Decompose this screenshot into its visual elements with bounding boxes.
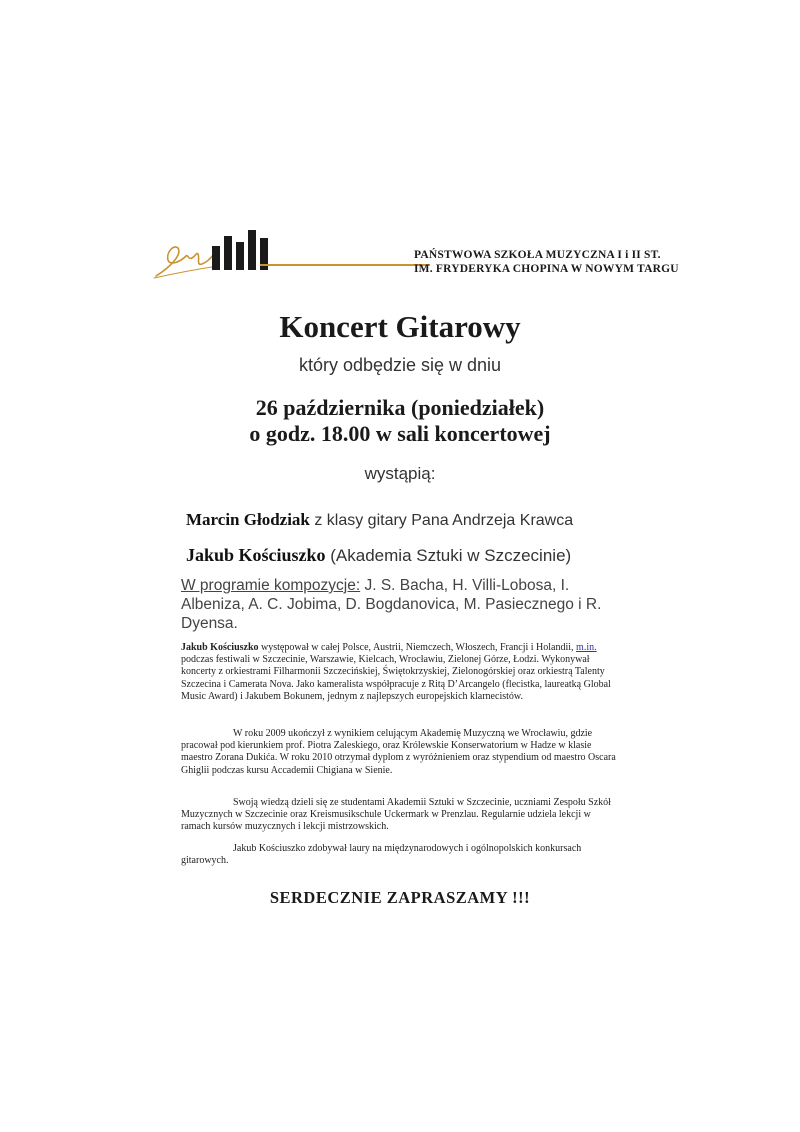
bio-name: Jakub Kościuszko: [181, 642, 259, 653]
bio-p4-text: Jakub Kościuszko zdobywał laury na międzynarodowych i ogólnopolskich konkursach gitarowych.: [181, 843, 582, 867]
performer-2-name: Jakub Kościuszko: [186, 545, 326, 565]
program-composers: [181, 576, 621, 633]
bio-paragraph-4: [181, 843, 621, 867]
bio-p2-text: W roku 2009 ukończył z wynikiem celującym Akademię Muzyczną we Wrocławiu, gdzie pracował pod kierunkiem prof. Piotra Zaleskiego, oraz Królewskie Konserwatorium w Hadze w klasie maestro Zorana Dukića. W roku 2010 otrzymał dyplom z wyróżnieniem oraz stypendium od maestro Oscara Ghiglii podczas kursu Accademii Chigiana w Sienie.: [181, 728, 616, 776]
school-line-2: IM. FRYDERYKA CHOPINA W NOWYM TARGU: [414, 263, 679, 275]
bio-paragraph-2: [181, 728, 621, 777]
program-text: J. S. Bacha, H. Villi-Lobosa, I. Albeniza, A. C. Jobima, D. Bogdanovica, M. Pasiecznego i R. Dyensa.: [181, 577, 602, 632]
bio-p1-part-b: podczas festiwali w Szczecinie, Warszawie, Kielcach, Wrocławiu, Zielonej Górze, Łodzi. Wykonywał koncerty z orkiestrami Filharmonii Szczecińskiej, Świętokrzyskiej, Zielonogórskiej oraz orkiestrą Talenty Szczecina i Camerata Nova. Jako kameralista współpracuje z Ritą D’Arcangelo (flecistka, laureatką Global Music Award) i Jakubem Bokunem, jednym z najlepszych europejskich klarnecistów.: [181, 654, 611, 702]
performer-2: [186, 545, 571, 566]
performers-label: wystąpią:: [364, 464, 436, 483]
bio-p1-part-a: występował w całej Polsce, Austrii, Niemczech, Włoszech, Francji i Holandii,: [258, 642, 577, 653]
performer-1: [186, 510, 573, 530]
bio-p3-text: Swoją wiedzą dzieli się ze studentami Akademii Sztuki w Szczecinie, uczniami Zespołu Szkół Muzycznych w Szczecinie oraz Kreismusikschule Uckermark w Prenzlau. Regularnie udziela lekcji w ramach kursów muzycznych i lekcji mistrzowskich.: [181, 797, 611, 833]
bio-paragraph-3: [181, 797, 621, 834]
subtitle: który odbędzie się w dniu: [298, 355, 502, 375]
performer-1-name: Marcin Głodziak: [186, 510, 310, 529]
performer-1-detail: z klasy gitary Pana Andrzeja Krawca: [309, 512, 574, 529]
school-line-1: PAŃSTWOWA SZKOŁA MUZYCZNA I i II ST.: [414, 249, 661, 261]
concert-title: Koncert Gitarowy: [279, 309, 521, 344]
piano-keys-logo: [210, 228, 432, 272]
date-time: [0, 395, 800, 447]
school-header: [152, 228, 679, 284]
school-name: [414, 248, 734, 276]
bio-paragraph-1: [181, 642, 621, 703]
time-venue-line: o godz. 18.00 w sali koncertowej: [249, 421, 551, 446]
program-label: W programie kompozycje:: [181, 577, 361, 594]
closing-invitation: SERDECZNIE ZAPRASZAMY !!!: [269, 888, 531, 907]
date-line: 26 października (poniedziałek): [255, 395, 545, 420]
bio-link[interactable]: m.in.: [576, 642, 597, 653]
performer-2-detail: (Akademia Sztuki w Szczecinie): [325, 546, 572, 565]
